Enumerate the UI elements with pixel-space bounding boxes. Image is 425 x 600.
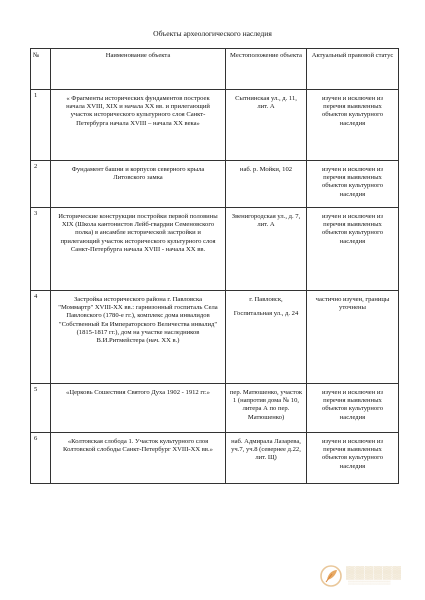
header-location: Местоположение объекта [226,49,307,90]
table-row [31,384,399,433]
object-location: наб. р. Мойки, 102 [226,161,307,208]
object-status: изучен и исключен из перечня выявленных объектов культурного наследия [307,384,399,433]
object-location [226,291,307,384]
object-name: « Фрагменты исторических фундаментов построек начала XVIII, XIX и начала XX вв. и прилегающий участок исторического культурного слоя Санкт-Петербурга начала XVIII – начала XX века» [51,90,226,161]
object-location: наб. Адмирала Лазарева, уч.7, уч.8 (севернее д.22, лит. Щ) [226,433,307,484]
table-row [31,90,399,161]
table-header-row [31,49,399,90]
object-name: Фундамент башни и корпусов северного крыла Литовского замка [51,161,226,208]
watermark-subtext: ▒▒▒▒▒▒▒▒▒▒▒▒▒▒▒ [348,580,391,585]
object-name: Застройка исторического района г. Павловска "Моммартр" XVIII-XX вв.: гарнизонный госпиталь Села Павловского (1780-е гг.), комплекс дома инвалидов "Собственный Ея Императорского Величества инвалид" (1815-1817 гг.), дом на участке наследников В.И.Ритмейстера (нач. XX в.) [51,291,226,384]
table-row [31,161,399,208]
page-title: Объекты археологического наследия [153,29,272,38]
object-location: пер. Матюшенко, участок 1 (напротив дома № 10, литера А по пер. Матюшенко) [226,384,307,433]
location-line: Госпитальная ул., д. 24 [233,310,299,318]
header-status: Актуальный правовой статус [307,49,399,90]
watermark-text: ▓▓▓▓▓▓ [346,565,402,579]
header-name: Наименование объекта [51,49,226,90]
table-row [31,291,399,384]
object-location: Звенигородская ул., д. 7, лит. А [226,208,307,291]
leaf-logo-icon [318,563,344,589]
heritage-table [30,48,399,484]
row-number: 1 [31,90,51,161]
header-number: № [31,49,51,90]
row-number: 4 [31,291,51,384]
object-name: «Колтовская слобода 1. Участок культурного слоя Колтовской слободы Санкт-Петербург XVIII-XX вв.» [51,433,226,484]
table-row [31,433,399,484]
object-location: Сытнинская ул., д. 11, лит. А [226,90,307,161]
location-line: г. Павловск, [249,296,283,303]
row-number: 3 [31,208,51,291]
table-row [31,208,399,291]
row-number: 6 [31,433,51,484]
object-status: частично изучен, границы уточнены [307,291,399,384]
watermark-logo [318,561,418,591]
object-status: изучен и исключен из перечня выявленных объектов культурного наследия [307,161,399,208]
object-status: изучен и исключен из перечня выявленных объектов культурного наследия [307,208,399,291]
object-status: изучен и исключен из перечня выявленных объектов культурного наследия [307,433,399,484]
row-number: 2 [31,161,51,208]
object-status: изучен и исключен из перечня выявленных объектов культурного наследия [307,90,399,161]
object-name: Исторические конструкции постройки первой половины XIX (Школа кантонистов Лейб-гвардии Семеновского полка) в ансамбле исторической застройки и прилегающий участок исторического культурного слоя Санкт-Петербурга начала XVIII - начала XX вв. [51,208,226,291]
object-name: «Церковь Сошествия Святого Духа 1902 - 1912 гг.» [51,384,226,433]
row-number: 5 [31,384,51,433]
